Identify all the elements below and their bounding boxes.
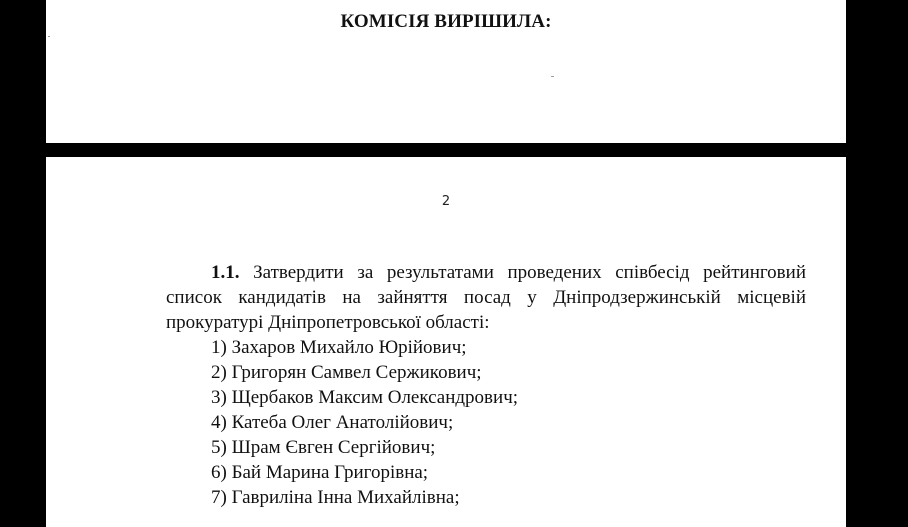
list-item: 5) Шрам Євген Сергійович;: [211, 437, 436, 458]
item-number: 1.1.: [211, 262, 240, 283]
list-item: 6) Бай Марина Григорівна;: [211, 462, 429, 483]
paragraph-line: прокуратурі Дніпропетровської області:: [166, 312, 490, 333]
candidate-list: [211, 335, 518, 510]
page-number: 2: [441, 194, 451, 209]
paragraph-line: [166, 260, 806, 285]
decision-paragraph: [166, 260, 806, 335]
scan-speck: [551, 76, 554, 77]
decision-heading: КОМІСІЯ ВИРІШИЛА:: [340, 11, 552, 32]
scan-speck: [48, 36, 50, 37]
list-item: 2) Григорян Самвел Сержикович;: [211, 362, 482, 383]
document-page-top: [46, 0, 846, 143]
list-item: 1) Захаров Михайло Юрійович;: [211, 337, 467, 358]
paragraph-line: список кандидатів на зайняття посад у Дніпродзержинській місцевій: [166, 287, 806, 308]
list-item: 3) Щербаков Максим Олександрович;: [211, 387, 519, 408]
paragraph-line-text: Затвердити за результатами проведених співбесід рейтинговий: [253, 262, 806, 283]
list-item: 7) Гавриліна Інна Михайлівна;: [211, 487, 460, 508]
list-item: 4) Катеба Олег Анатолійович;: [211, 412, 454, 433]
document-page-bottom: [46, 157, 846, 527]
